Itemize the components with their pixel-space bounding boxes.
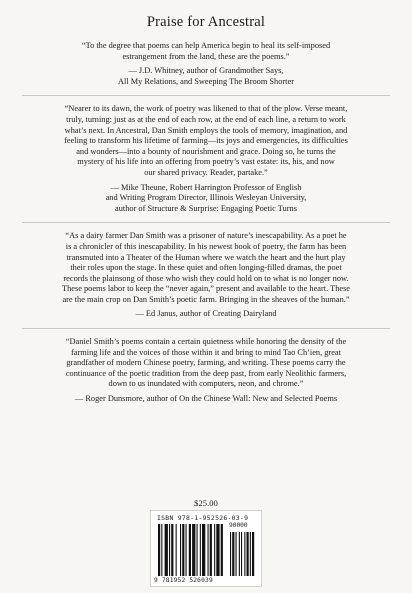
blurb-janus [22,231,390,320]
quote-line: continuance of the poetic tradition from the deep past, from early Neolithic farmers, [65,368,347,378]
barcode-bar [202,524,205,576]
barcode-addon-bar [232,532,234,576]
barcode-bar [208,524,209,576]
quote-line: transmuted into a Theater of the Human where we watch the heart and the hurt play [66,252,346,262]
quote-line: records the plainsong of those who wish they could hold on to what is no longer now. [63,273,349,283]
attribution-line: and Writing Program Director, Illinois Wesleyan University, [105,193,307,203]
barcode-bar [200,524,201,576]
divider [22,95,390,96]
barcode-addon-bar [239,532,240,576]
barcode-bar [158,524,160,576]
barcode-bar [165,524,168,576]
blurb-attribution [22,66,390,87]
barcode-bar [210,524,212,576]
barcode-bar [221,524,223,576]
blurb-quote [22,337,390,390]
ean-digits: 9 781952 526039 [154,577,213,584]
quote-line: grandfather of modern Chinese poetry, farming, and writing. These poems carry the [66,358,346,368]
blurb-attribution [22,183,390,215]
barcode-addon-bar [244,532,245,576]
attribution-line: author of Structure & Surprise: Engaging Poetic Turns [115,203,297,213]
blurb-quote [22,41,390,62]
quote-line: is a chronicler of this inescapability. In his newest book of poetry, the farm has been [65,241,347,251]
barcode-bar [186,524,187,576]
quote-line: and wonders—into a bounty of nourishment and grace. Doing so, he turns the [76,146,336,156]
price-addon-code: 90000 [229,522,248,529]
barcode-bar [176,524,177,576]
barcode-bar [216,524,219,576]
blurb-attribution [22,309,390,320]
quote-line: “Daniel Smith’s poems contain a certain quietness while honoring the density of the [65,337,347,347]
blurb-attribution [22,394,390,405]
quote-line: “As a dairy farmer Dan Smith was a prisoner of nature’s inescapability. As a poet he [65,231,347,241]
blurb-quote [22,231,390,305]
barcode-bar [171,524,173,576]
blurb-whitney [22,41,390,87]
quote-line: “Nearer to its dawn, the work of poetry was likened to that of the plow. Verse meant, [64,104,348,114]
blurb-theune [22,104,390,214]
barcode-bar [189,524,191,576]
price: $25.00 [194,498,218,508]
quote-line: what’s next. In Ancestral, Dan Smith employs the tools of memory, imagination, and [64,125,348,135]
isbn-barcode [150,510,262,587]
barcode-bar [169,524,170,576]
attribution-line: — Mike Theune, Robert Harrington Professor of English [110,182,302,192]
blurb-quote [22,104,390,178]
barcode-addon-bar [250,532,251,576]
barcode-bar [214,524,215,576]
attribution-line: — Roger Dunsmore, author of On the Chinese Wall: New and Selected Poems [74,394,338,404]
barcode-addon-bar [247,532,249,576]
quote-line: estrangement from the land, these are the poems.” [122,51,290,61]
page-title: Praise for Ancestral [146,14,266,30]
quote-line: farming life and the voices of those within it and bring to mind Tao Ch’ien, great [71,347,341,357]
attribution-line: All My Relations, and Sweeping The Broom Shorter [118,76,294,86]
attribution-line: — J.D. Whitney, author of Grandmother Says, [128,66,284,76]
quote-line: down to us inundated with computers, neon, and chrome.” [108,379,304,389]
isbn-label: ISBN 978-1-952526-03-9 [157,514,249,522]
quote-line: These poems labor to keep the “never again,” present and available to the heart. These [61,284,351,294]
quote-line: “To the degree that poems can help America begin to heal its self-imposed [81,41,331,50]
barcode-addon-bar [236,532,237,576]
barcode-addon-bar [241,532,242,576]
barcode-bar [180,524,181,576]
blurb-dunsmore [22,337,390,405]
quote-line: their roles upon the stage. In these quiet and often longing-filled dramas, the poet [70,263,342,273]
quote-line: our shared privacy. Reader, partake.” [144,167,268,177]
barcode-bar [161,524,162,576]
barcode-addon-bar [230,532,231,576]
barcode-addon-bar [252,532,254,576]
barcode-bars [158,524,256,577]
quote-line: feeling to transform his lifetime of farming—its joys and emergencies, its difficulties [64,136,348,146]
divider [22,222,390,223]
divider [22,328,390,329]
quote-line: truly, turning: just as at the end of each row, at the end of each line, a return to work [66,114,346,124]
barcode-bar [182,524,184,576]
barcode-bar [197,524,198,576]
attribution-line: — Ed Janus, author of Creating Dairyland [135,309,277,319]
quote-line: are the main crop on Dan Smith’s poetic farm. Bringing in the sheaves of the human.” [62,294,350,304]
quote-line: mystery of his life into an offering from poetry’s vast estate: its, his, and now [77,157,335,167]
barcode-bar [192,524,195,576]
